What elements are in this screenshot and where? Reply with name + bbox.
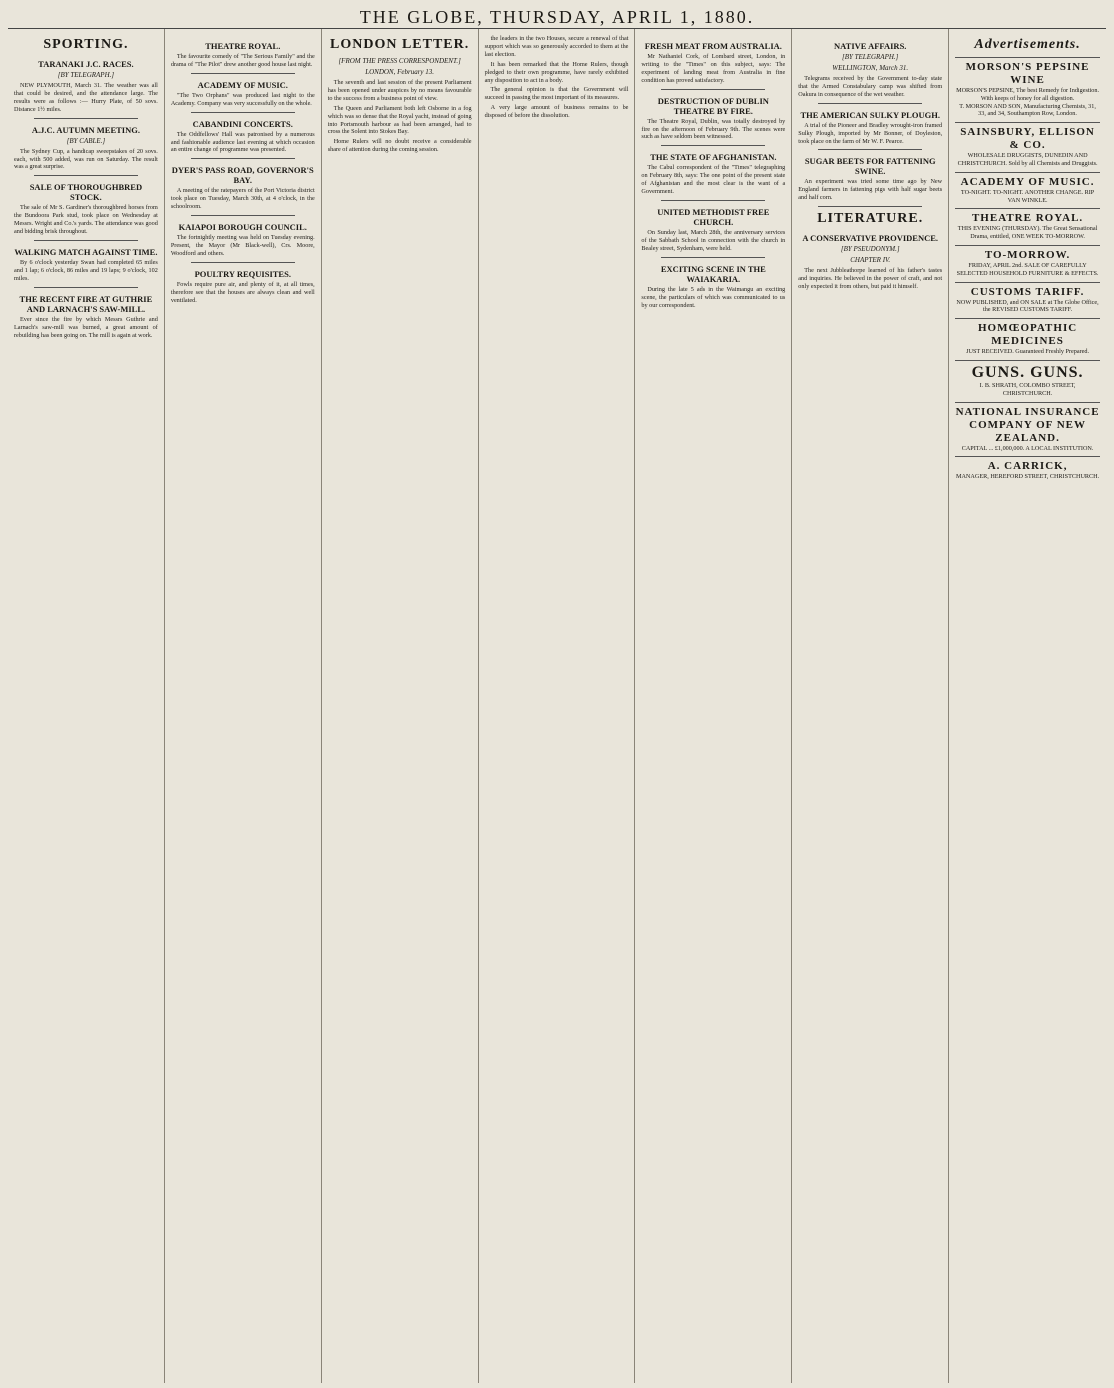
- article-text: The Sydney Cup, a handicap sweepstakes of 20 sovs. each, with 500 added, was run on Saturday. The result was a great surprise.: [14, 147, 158, 171]
- ad-title: A. CARRICK,: [987, 460, 1068, 473]
- masthead: THE GLOBE, THURSDAY, APRIL 1, 1880.: [8, 6, 1106, 29]
- heading-london-letter: LONDON LETTER.: [330, 37, 470, 52]
- article-text: Fowls require pure air, and plenty of it, at all times, therefore see that the houses are always clean and well ventilated.: [170, 280, 315, 304]
- ad-body: TO-NIGHT. TO-NIGHT. ANOTHER CHANGE. RIP VAN WINKLE.: [960, 188, 1095, 204]
- article-text: A trial of the Pioneer and Bradley wrought-iron framed Sulky Plough, imported by Mr Bonner, of Doyleston, took place on the farm of Mr W. F. Pearce.: [798, 121, 943, 145]
- section-heading-sporting: SPORTING.: [43, 37, 129, 52]
- column-5: [635, 29, 792, 1383]
- article-text: During the late 5 ads in the Waimangu an exciting scene, the particulars of which was communicated to us by our correspondent.: [641, 285, 786, 309]
- ad-body: CAPITAL ... £1,000,000. A LOCAL INSTITUTION.: [961, 444, 1094, 452]
- column-7-advertisements: [949, 29, 1106, 1383]
- byline: [BY CABLE.]: [66, 136, 106, 145]
- article-text: "The Two Orphans" was produced last night to the Academy. Company was very successfully on the whole.: [170, 91, 315, 107]
- heading-cabandini: CABANDINI CONCERTS.: [192, 118, 293, 129]
- heading-taranaki: TARANAKI J.C. RACES.: [38, 59, 134, 69]
- divider: [661, 257, 765, 258]
- ad-title: HOMŒOPATHIC MEDICINES: [977, 322, 1078, 348]
- article-text: A very large amount of business remains to be disposed of before the dissolution.: [484, 104, 629, 120]
- ad-title: GUNS. GUNS.: [971, 363, 1084, 381]
- heading-native-affairs: NATIVE AFFAIRS.: [834, 41, 907, 51]
- article-text: A meeting of the ratepayers of the Port Victoria district took place on Tuesday, March 30th, at 4 o'clock, in the schoolroom.: [170, 187, 315, 211]
- ad-sainsbury: [955, 122, 1100, 168]
- heading-ajc: A.J.C. AUTUMN MEETING.: [31, 124, 140, 135]
- ad-title: ACADEMY OF MUSIC.: [960, 175, 1095, 188]
- article-text: The favourite comedy of "The Serious Family" and the drama of "The Pilot" drew another good house last night.: [170, 53, 315, 68]
- heading-walking: WALKING MATCH AGAINST TIME.: [14, 246, 158, 257]
- divider: [661, 145, 765, 146]
- divider: [191, 262, 295, 263]
- article-text: The Oddfellows' Hall was patronised by a numerous and fashionable audience last evening at which occasion an entire change of programme was presented.: [170, 130, 315, 154]
- article-text: The Theatre Royal, Dublin, was totally destroyed by fire on the afternoon of February 9th. The scenes were such as have seldom been witnessed.: [641, 117, 786, 141]
- ad-customs: [955, 282, 1100, 315]
- divider: [191, 158, 295, 159]
- heading-poultry: POULTRY REQUISITES.: [194, 268, 291, 279]
- ad-morson: [955, 57, 1100, 118]
- column-4: [479, 29, 636, 1383]
- ad-title: TO-MORROW.: [984, 248, 1071, 261]
- ad-body: NOW PUBLISHED, and ON SALE at The Globe Office, the REVISED CUSTOMS TARIFF.: [956, 298, 1099, 314]
- byline: [BY TELEGRAPH.]: [57, 71, 115, 79]
- heading-story: A CONSERVATIVE PROVIDENCE.: [802, 233, 939, 244]
- heading-literature: LITERATURE.: [817, 211, 924, 227]
- chapter-label: CHAPTER IV.: [850, 256, 891, 265]
- article-text: NEW PLYMOUTH, March 31. The weather was all that could be desired, and the attendance large. The results were as follows :— Hurry Plate, of 50 sovs. Distance 1½ miles.: [14, 82, 158, 113]
- heading-afghanistan: THE STATE OF AFGHANISTAN.: [650, 152, 777, 163]
- dateline: WELLINGTON, March 31.: [832, 64, 909, 72]
- byline: [BY PSEUDONYM.]: [840, 245, 900, 254]
- ad-homoeopathic: [955, 318, 1100, 356]
- ad-carrick: [955, 456, 1100, 481]
- ad-body: FRIDAY, APRIL 2nd. SALE OF CAREFULLY SELECTED HOUSEHOLD FURNITURE & EFFECTS.: [956, 261, 1099, 277]
- divider: [661, 200, 765, 201]
- divider: [34, 175, 138, 176]
- ad-body: JUST RECEIVED. Guaranteed Freshly Prepared.: [966, 348, 1090, 356]
- article-text: The Queen and Parliament both left Osborne in a fog which was so dense that the Royal yacht, instead of going into Portsmouth harbour as had been arranged, had to cross the Solent into Stokes Bay.: [327, 104, 472, 136]
- divider: [818, 149, 922, 150]
- byline: [BY TELEGRAPH.]: [842, 53, 899, 61]
- heading-sulky-plough: THE AMERICAN SULKY PLOUGH.: [800, 109, 940, 120]
- ad-title: CUSTOMS TARIFF.: [970, 285, 1085, 298]
- ad-tomorrow: [955, 245, 1100, 278]
- heading-sugar-beets: SUGAR BEETS FOR FATTENING SWINE.: [804, 156, 936, 177]
- column-6: [792, 29, 949, 1383]
- byline: [FROM THE PRESS CORRESPONDENT.]: [338, 57, 461, 65]
- article-text: The seventh and last session of the present Parliament has been opened under auspices by no means favourable to the success from a business point of view.: [327, 79, 472, 102]
- article-text: The next Jubbleathorpe learned of his father's tastes and inquiries. He believed in the power of craft, and not only expected it from others, but paid it himself.: [798, 267, 943, 290]
- column-3: [322, 29, 479, 1383]
- ad-body: THIS EVENING (THURSDAY). The Great Sensational Drama, entitled, ONE WEEK TO-MORROW.: [957, 225, 1098, 241]
- ad-academy: [955, 172, 1100, 205]
- heading-kaiapoi: KAIAPOI BOROUGH COUNCIL.: [178, 222, 307, 233]
- heading-theatre: THEATRE ROYAL.: [205, 41, 281, 51]
- column-1: [8, 29, 165, 1383]
- article-text: the leaders in the two Houses, secure a renewal of that support which was so generously accorded to them at the last election.: [484, 35, 629, 58]
- article-text: It has been remarked that the Home Rulers, though pledged to their own programme, have rarely exhibited any disposition to act in a body.: [484, 60, 629, 84]
- article-text: Telegrams received by the Government to-day state that the Armed Constabulary camp was shifted from Oakura in consequence of the wet weather.: [798, 75, 943, 98]
- article-text: On Sunday last, March 28th, the anniversary services of the Sabbath School in connection with the church in Bealey street, Sydenham, were held.: [641, 228, 786, 252]
- ad-guns: [955, 360, 1100, 398]
- ad-body: MANAGER, HEREFORD STREET, CHRISTCHURCH.: [955, 473, 1100, 481]
- column-2: [165, 29, 322, 1383]
- article-text: The sale of Mr S. Gardiner's thoroughbred horses from the Bundoora Park stud, took place on Wednesday at Messrs. Wright and Co.'s yards. The attendance was good and bidding brisk throughout.: [14, 204, 158, 236]
- heading-dyer: DYER'S PASS ROAD, GOVERNOR'S BAY.: [171, 165, 314, 186]
- heading-academy: ACADEMY OF MUSIC.: [197, 79, 288, 90]
- heading-fresh-meat: FRESH MEAT FROM AUSTRALIA.: [644, 41, 782, 51]
- divider: [34, 240, 138, 241]
- ad-title: NATIONAL INSURANCE COMPANY OF NEW ZEALAND.: [955, 405, 1100, 444]
- ad-title: MORSON'S PEPSINE WINE: [965, 61, 1090, 86]
- article-text: Ever since the fire by which Messrs Guthrie and Larnach's saw-mill was burned, a great amount of rebuilding has been going on. The mill is again at work.: [14, 315, 158, 339]
- divider: [191, 73, 295, 74]
- dateline: LONDON, February 13.: [365, 68, 435, 76]
- divider: [34, 287, 138, 288]
- ad-theatre: [955, 208, 1100, 241]
- article-text: The Cabul correspondent of the "Times" telegraphing on February 8th, says: The one point of the present state of Afghanistan and the most clear is the want of a Government.: [641, 164, 786, 196]
- ad-title: SAINSBURY, ELLISON & CO.: [960, 126, 1095, 152]
- ad-body: I. B. SHRATH, COLOMBO STREET, CHRISTCHURCH.: [979, 381, 1076, 397]
- divider: [818, 103, 922, 104]
- article-text: Home Rulers will no doubt receive a considerable share of attention during the coming session.: [327, 138, 472, 154]
- divider: [34, 118, 138, 119]
- article-text: The fortnightly meeting was held on Tuesday evening. Present, the Mayor (Mr Black-well), Crs. Moore, Woodford and others.: [170, 234, 315, 257]
- heading-exciting-scene: EXCITING SCENE IN THE WAIAKARIA.: [660, 263, 766, 284]
- article-text: An experiment was tried some time ago by New England farmers in fattening pigs with half sugar beets and half corn.: [798, 178, 943, 202]
- ad-insurance: [955, 402, 1100, 453]
- article-text: By 6 o'clock yesterday Swan had completed 65 miles and 1 lap; 6 o'clock, 86 miles and 19 laps; 9 o'clock, 102 miles.: [14, 258, 158, 282]
- columns: [8, 29, 1106, 1383]
- heading-sale: SALE OF THOROUGHBRED STOCK.: [29, 182, 143, 203]
- divider: [191, 112, 295, 113]
- heading-advertisements: Advertisements.: [974, 37, 1081, 52]
- ad-body: WHOLESALE DRUGGISTS, DUNEDIN AND CHRISTCHURCH. Sold by all Chemists and Druggists.: [957, 152, 1098, 167]
- ad-body: MORSON'S PEPSINE, The best Remedy for Indigestion. With keeps of honey for all digestion.: [956, 87, 1100, 102]
- divider: [661, 89, 765, 90]
- article-text: The general opinion is that the Government will succeed in passing the most important of its measures.: [484, 86, 629, 102]
- divider: [818, 206, 922, 207]
- heading-dublin-fire: DESTRUCTION OF DUBLIN THEATRE BY FIRE.: [657, 95, 769, 116]
- ad-body: T. MORSON AND SON, Manufacturing Chemists, 31, 33, and 34, Southampton Row, London.: [959, 102, 1096, 118]
- divider: [191, 215, 295, 216]
- ad-title: THEATRE ROYAL.: [971, 212, 1084, 225]
- heading-fire: THE RECENT FIRE AT GUTHRIE AND LARNACH'S SAW-MILL.: [19, 293, 153, 314]
- article-text: Mr Nathaniel Cork, of Lombard street, London, in writing to the "Times" on this subject, says: The experiment of landing meat from Australia in fine condition has proved satisfactory.: [641, 53, 786, 84]
- heading-methodist: UNITED METHODIST FREE CHURCH.: [657, 206, 770, 227]
